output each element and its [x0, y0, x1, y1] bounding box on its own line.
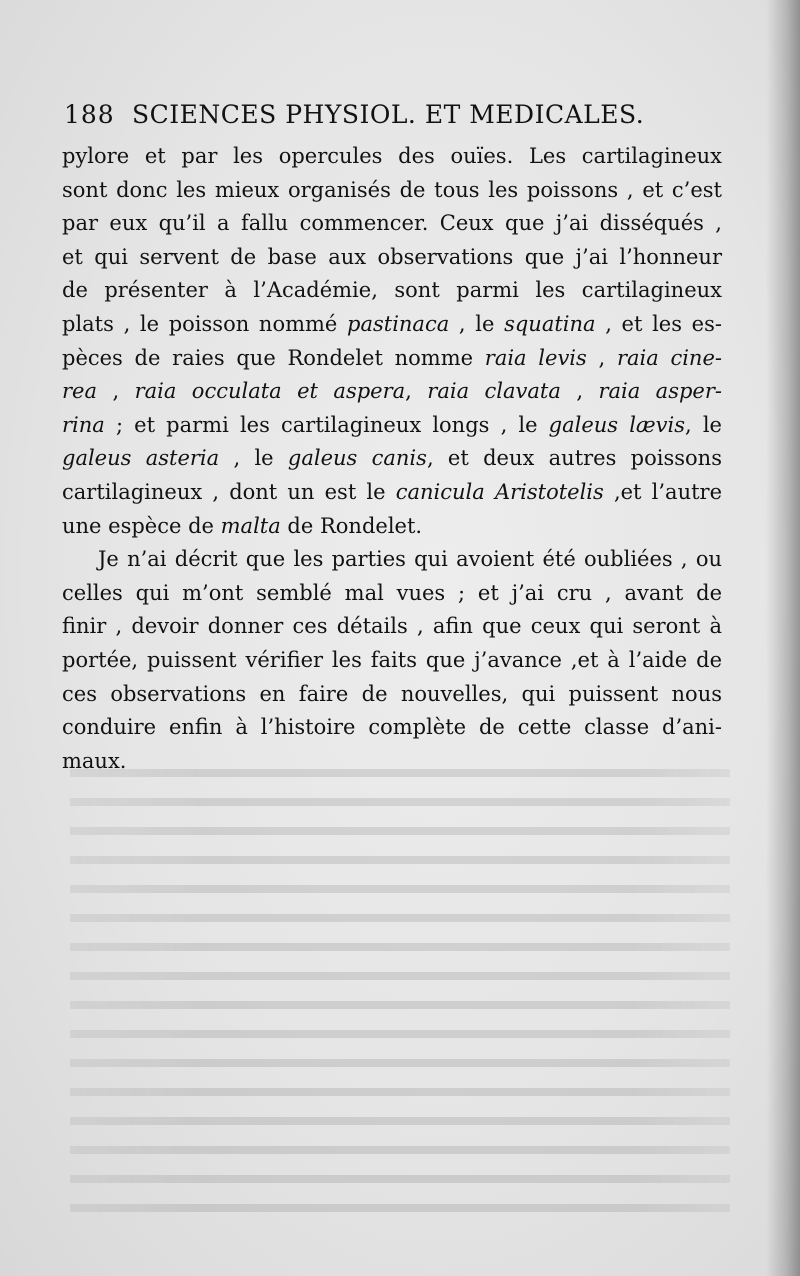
text-line [62, 510, 722, 544]
italic-term: galeus lævis [548, 412, 686, 437]
running-head: SCIENCES PHYSIOL. ET MEDICALES. [132, 100, 645, 129]
text-run: ,et l’autre [603, 479, 723, 504]
text-run: par eux qu’il a fallu commencer. Ceux que j’ai disséqués , [62, 211, 722, 236]
text-run: Je n’ai décrit que les parties qui avoient été oubliées , ou [98, 547, 722, 572]
italic-term: raia clavata [427, 379, 561, 404]
text-run: celles qui m’ont semblé mal vues ; et j’ai cru , avant de [62, 580, 722, 605]
text-line [62, 308, 722, 342]
text-run: conduire enfin à l’histoire complète de cette classe d’ani- [62, 715, 722, 740]
show-through-texture [70, 760, 730, 1230]
text-line [62, 207, 722, 241]
italic-term: rina [62, 412, 105, 437]
page-number: 188 [64, 100, 115, 129]
text-run: , le [219, 446, 288, 471]
text-run: sont donc les mieux organisés de tous les poissons , et c’est [62, 177, 722, 202]
body-text [62, 140, 722, 778]
paragraph-first-line [62, 543, 722, 577]
italic-term: canicula Aristotelis [395, 479, 604, 504]
italic-term: galeus asteria [62, 446, 220, 471]
text-line [62, 409, 722, 443]
text-run: , [97, 379, 135, 404]
text-line [62, 476, 722, 510]
text-run: et qui servent de base aux observations que j’ai l’honneur [62, 244, 722, 269]
text-run: pylore et par les opercules des ouïes. Les cartilagineux [62, 144, 722, 168]
text-run: , [405, 379, 428, 404]
text-run: pèces de raies que Rondelet nomme [62, 345, 485, 370]
text-run: , [586, 345, 617, 370]
text-line [62, 711, 722, 745]
text-run: , [560, 379, 599, 404]
text-run: une espèce de [62, 513, 221, 538]
italic-term: raia levis [484, 345, 587, 370]
text-run: , et les es- [595, 311, 722, 336]
text-run: maux. [62, 748, 127, 773]
text-run: , le [449, 311, 505, 336]
text-run: ces observations en faire de nouvelles, qui puissent nous [62, 681, 722, 706]
text-line [62, 241, 722, 275]
text-line [62, 274, 722, 308]
italic-term: raia occulata et aspera [134, 379, 406, 404]
text-line [62, 375, 722, 409]
text-run: plats , le poisson nommé [62, 311, 348, 336]
text-run: finir , devoir donner ces détails , afin que ceux qui seront à [62, 614, 722, 639]
text-run: portée, puissent vérifier les faits que j’avance ,et à l’aide de [62, 647, 722, 672]
text-run: , et deux autres poissons [426, 446, 722, 471]
page-header [64, 100, 684, 134]
text-run: ; et parmi les cartilagineux longs , le [104, 412, 549, 437]
text-line [62, 140, 722, 174]
italic-term: malta [220, 513, 281, 538]
italic-term: squatina [504, 311, 596, 336]
text-line [62, 342, 722, 376]
text-line [62, 610, 722, 644]
text-line [62, 174, 722, 208]
binding-shadow [766, 0, 800, 1276]
italic-term: rea [62, 379, 97, 404]
text-run: , le [685, 412, 722, 437]
text-line [62, 442, 722, 476]
italic-term: pastinaca [347, 311, 450, 336]
italic-term: raia cine- [616, 345, 722, 370]
italic-term: raia asper- [598, 379, 722, 404]
text-line [62, 678, 722, 712]
text-run: de Rondelet. [280, 513, 423, 538]
italic-term: galeus canis [287, 446, 427, 471]
text-line [62, 577, 722, 611]
text-line [62, 644, 722, 678]
text-run: de présenter à l’Académie, sont parmi les cartilagineux [62, 278, 722, 303]
text-run: cartilagineux , dont un est le [62, 479, 396, 504]
